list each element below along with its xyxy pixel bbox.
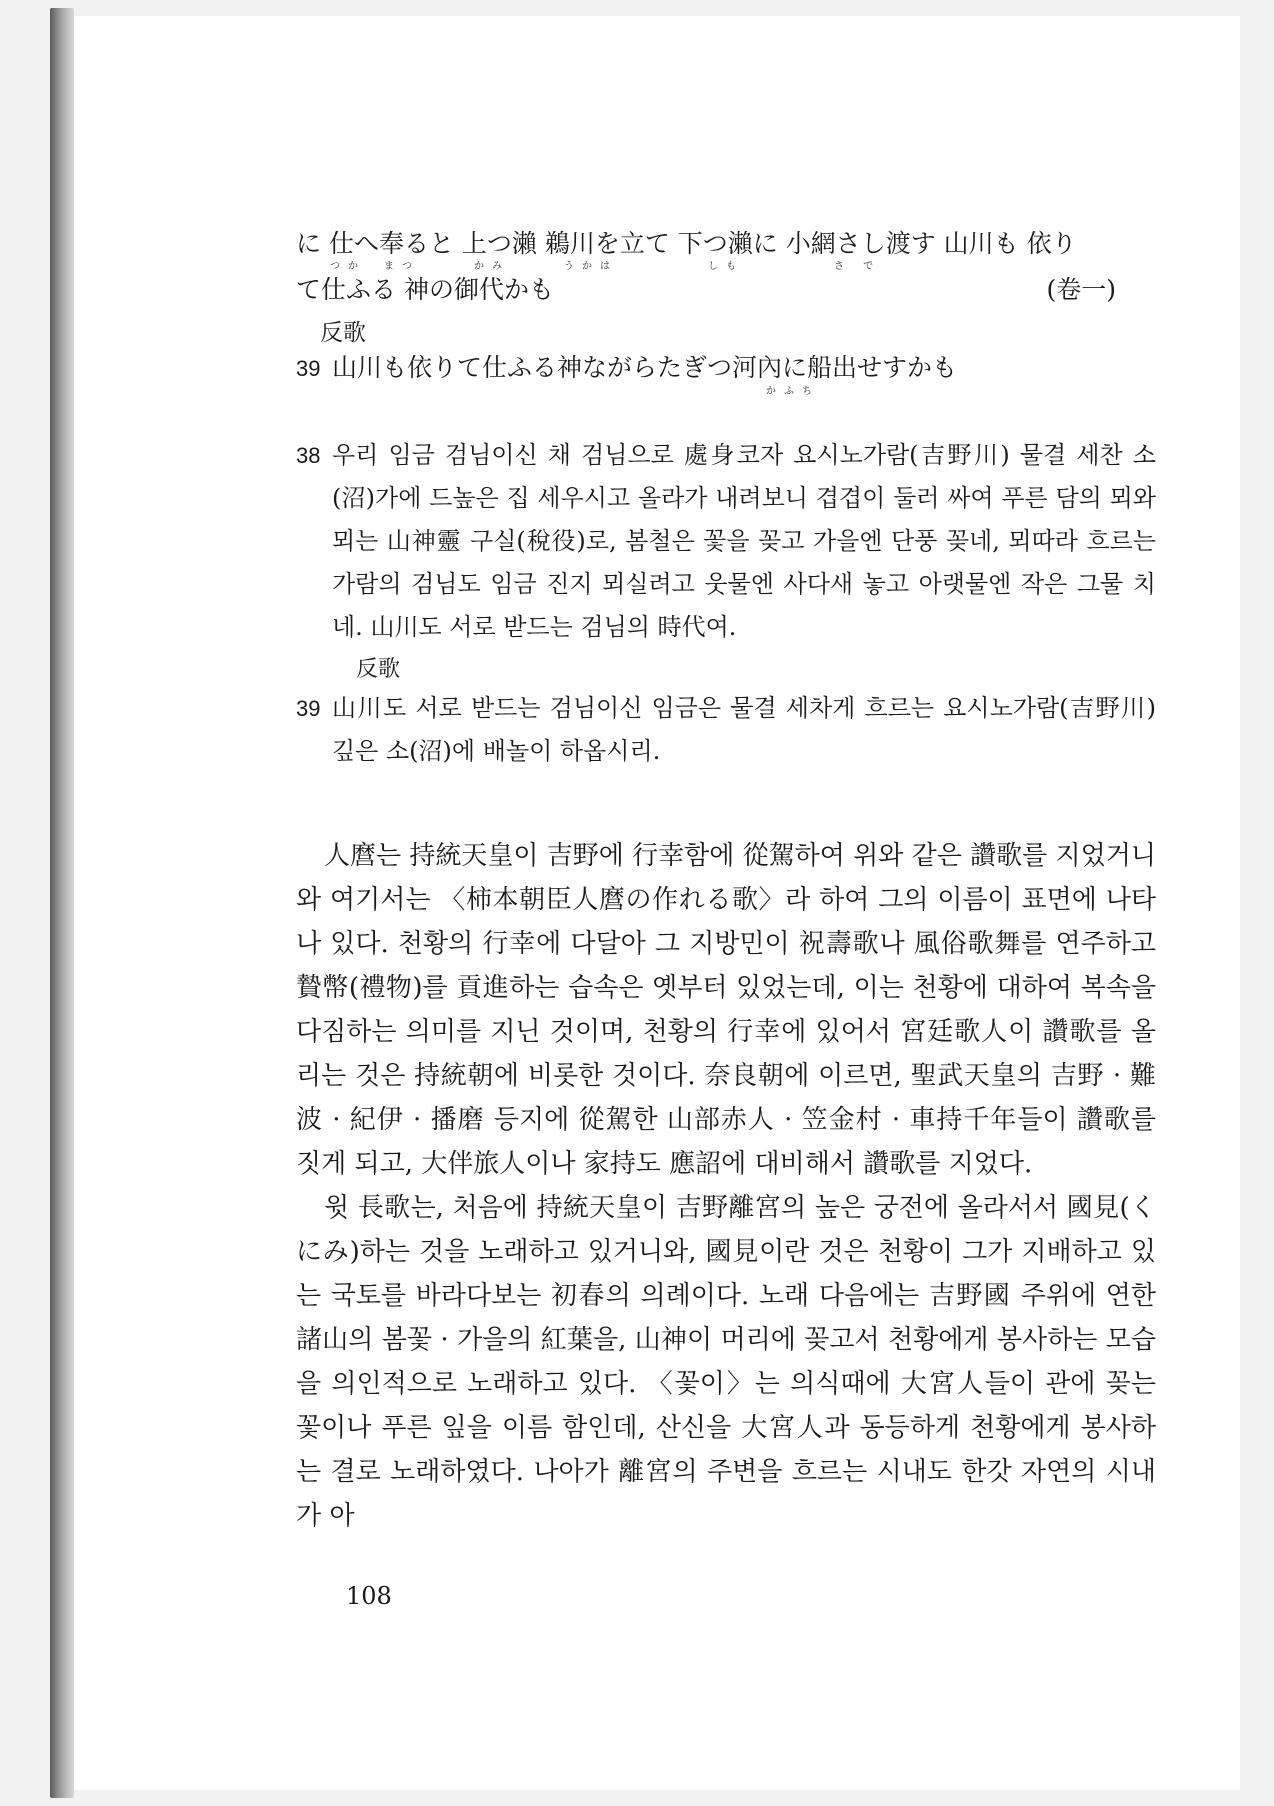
- commentary-paragraph-1: 人麿는 持統天皇이 吉野에 行幸함에 從駕하여 위와 같은 讚歌를 지었거니와 여기서는 〈柿本朝臣人麿の作れる歌〉라 하여 그의 이름이 표면에 나타나 있다. 천황의 行幸에 다달아 그 지방민이 祝壽歌나 風俗歌舞를 연주하고 贄幣(禮物)를 貢進하는 습속은 옛부터 있었는데, 이는 천황에 대하여 복속을 다짐하는 의미를 지닌 것이며, 천황의 行幸에 있어서 宮廷歌人이 讚歌를 올리는 것은 持統朝에 비롯한 것이다. 奈良朝에 이르면, 聖武天皇의 吉野 · 難波 · 紀伊 · 播磨 등지에 從駕한 山部赤人 · 笠金村 · 車持千年들이 讚歌를 짓게 되고, 大伴旅人이나 家持도 應詔에 대비해서 讚歌를 지었다.: [296, 841, 1156, 1179]
- japanese-poem: [296, 226, 1154, 397]
- verse-38-kr-text: 우리 임금 검님이신 채 검님으로 處身코자 요시노가람(吉野川) 물결 세찬 소(沼)가에 드높은 집 세우시고 올라가 내려보니 겹겹이 둘러 싸여 푸른 담의 뫼와 뫼는 山神靈 구실(稅役)로, 봄철은 꽃을 꽂고 가을엔 단풍 꽂네, 뫼따라 흐르는 가람의 검님도 임금 진지 뫼실려고 웃물엔 사다새 놓고 아랫물엔 작은 그물 치네. 山川도 서로 받드는 검님의 時代여.: [332, 441, 1156, 641]
- hanka-label-jp: 反歌: [320, 320, 366, 346]
- korean-translation: [296, 434, 1156, 773]
- book-spine-edge: [50, 8, 74, 1798]
- poem-line-2: [296, 272, 1116, 308]
- hanka-label-kr: 反歌: [356, 657, 401, 682]
- book-page: [74, 16, 1240, 1790]
- verse-39-furigana: かふち: [766, 386, 820, 397]
- verse-38-kr: [296, 434, 1156, 649]
- verse-39-jp: [296, 350, 1154, 387]
- page-number: 108: [346, 1582, 392, 1610]
- verse-number: 39: [296, 356, 321, 381]
- poem-source: (卷一): [1046, 275, 1116, 304]
- verse-39-jp-text: 山川も依りて仕ふる神ながらたぎつ河內に船出せすかも: [332, 353, 958, 382]
- verse-number: 39: [296, 696, 321, 721]
- commentary: [296, 834, 1156, 1538]
- poem-line-2-text: て仕ふる 神の御代かも: [296, 275, 554, 304]
- verse-number: 38: [296, 443, 321, 468]
- verse-39-kr-text: 山川도 서로 받드는 검님이신 임금은 물결 세차게 흐르는 요시노가람(吉野川) 깊은 소(沼)에 배놀이 하옵시리.: [332, 694, 1156, 765]
- commentary-paragraph-2: 윗 長歌는, 처음에 持統天皇이 吉野離宮의 높은 궁전에 올라서서 國見(くにみ)하는 것을 노래하고 있거니와, 國見이란 것은 천황이 그가 지배하고 있는 국토를 바라다보는 初春의 의례이다. 노래 다음에는 吉野國 주위에 연한 諸山의 봄꽃 · 가을의 紅葉을, 山神이 머리에 꽂고서 천황에게 봉사하는 모습을 의인적으로 노래하고 있다. 〈꽃이〉는 의식때에 大宮人들이 관에 꽂는 꽃이나 푸른 잎을 이름 함인데, 산신을 大宮人과 동등하게 천황에게 봉사하는 결로 노래하였다. 나아가 離宮의 주변을 흐르는 시내도 한갓 자연의 시내가 아: [296, 1193, 1156, 1531]
- poem-furigana: つか まつ かみ うかは しも さ で: [330, 261, 882, 272]
- verse-39-kr: [296, 687, 1156, 773]
- poem-line-1: に 仕へ奉ると 上つ瀨 鵜川を立て 下つ瀨に 小網さし渡す 山川も 依り: [296, 229, 1077, 258]
